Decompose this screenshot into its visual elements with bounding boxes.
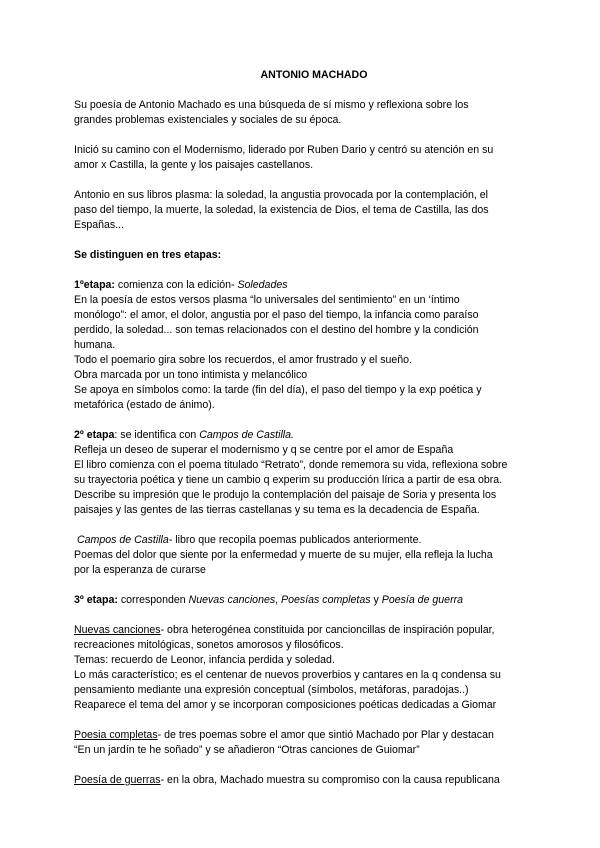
nuevas-heading: Nuevas canciones: [74, 624, 161, 636]
campos-heading: [74, 533, 534, 548]
etapa2-heading: [74, 428, 534, 443]
etapa3-book2: Poesías completas: [281, 594, 371, 606]
etapa2-book: Campos de Castilla: [199, 429, 292, 441]
etapa2-dot: .: [291, 429, 294, 441]
etapa3-sep1: ,: [275, 594, 282, 606]
intro-paragraph: [74, 98, 534, 128]
etapa3-heading-line: [74, 593, 534, 608]
text-line: Obra marcada por un tono intimista y melancólico: [74, 369, 308, 381]
text-line: pensamiento mediante una expresión conceptual (símbolos, metáforas, paradojas..): [74, 684, 469, 696]
text-line: Antonio en sus libros plasma: la soledad, la angustia provocada por la contemplación, el: [74, 189, 488, 201]
text-line: paso del tiempo, la muerte, la soledad, la existencia de Dios, el tema de Castilla, las dos: [74, 204, 489, 216]
text-line: Describe su impresión que le produjo la contemplación del paisaje de Soria y presenta los: [74, 489, 497, 501]
etapa2-label: 2º etapa: [74, 429, 115, 441]
etapa1-book: Soledades: [237, 279, 288, 291]
text-line: Españas...: [74, 219, 125, 231]
completas-section: [74, 728, 534, 758]
completas-heading: Poesia completas: [74, 729, 158, 741]
text-line: por la esperanza de curarse: [74, 564, 206, 576]
campos-desc: - libro que recopila poemas publicados anteriormente.: [168, 534, 422, 546]
text-line: “En un jardín te he soñado” y se añadieron “Otras canciones de Guiomar”: [74, 744, 420, 756]
etapa1-section: [74, 278, 534, 413]
text-line: su trayectoria poética y tiene un cambio q experim su producción lírica a partir de esa obra.: [74, 474, 503, 486]
guerra-first-line: [74, 773, 534, 788]
etapa1-intro: comienza con la edición-: [114, 279, 238, 291]
text-line: paisajes y las gentes de las tierras castellanas y su tema es la decadencia de España.: [74, 504, 480, 516]
document-body: [74, 68, 534, 803]
modernismo-paragraph: [74, 143, 534, 173]
text-line: Inició su camino con el Modernismo, liderado por Ruben Dario y centró su atención en su: [74, 144, 494, 156]
text-line: metafórica (estado de ánimo).: [74, 399, 215, 411]
temas-paragraph: [74, 188, 534, 233]
etapa1-label: 1ºetapa:: [74, 279, 115, 291]
page-title: ANTONIO MACHADO: [260, 69, 368, 81]
etapas-heading: [74, 248, 534, 263]
text-line: Todo el poemario gira sobre los recuerdos, el amor frustrado y el sueño.: [74, 354, 412, 366]
etapa1-heading: [74, 278, 534, 293]
text-line: humana.: [74, 339, 116, 351]
text-line: Refleja un deseo de superar el modernismo y q se centre por el amor de España: [74, 444, 454, 456]
text-line: Su poesía de Antonio Machado es una búsqueda de sí mismo y reflexiona sobre los: [74, 99, 469, 111]
guerra-heading: Poesía de guerras: [74, 774, 161, 786]
text-line: Poemas del dolor que siente por la enfermedad y muerte de su mujer, ella refleja la lucha: [74, 549, 493, 561]
etapa3-intro: corresponden: [117, 594, 189, 606]
etapas-heading-text: Se distinguen en tres etapas:: [74, 249, 222, 261]
completas-first-line: [74, 728, 534, 743]
etapa3-sep2: y: [370, 594, 382, 606]
text-line: El libro comienza con el poema titulado “Retrato”, donde rememora su vida, reflexiona sobre: [74, 459, 508, 471]
text-line: perdido, la soledad... son temas relacionados con el destino del hombre y la condición: [74, 324, 479, 336]
nuevas-section: [74, 623, 534, 713]
etapa2-section: [74, 428, 534, 518]
etapa3-label: 3º etapa:: [74, 594, 118, 606]
etapa3-heading: [74, 593, 534, 608]
etapa2-intro: : se identifica con: [114, 429, 200, 441]
etapa3-book3: Poesía de guerra: [381, 594, 464, 606]
text-line: Lo más característico; es el centenar de nuevos proverbios y cantares en la q condensa su: [74, 669, 501, 681]
guerra-section: [74, 773, 534, 788]
nuevas-first-line: [74, 623, 534, 638]
campos-book: Campos de Castilla: [76, 534, 169, 546]
text-line: Se apoya en símbolos como: la tarde (fin del día), el paso del tiempo y la exp poética y: [74, 384, 482, 396]
text-line: grandes problemas existenciales y sociales de su época.: [74, 114, 342, 126]
campos-section: [74, 533, 534, 578]
guerra-first: - en la obra, Machado muestra su compromiso con la causa republicana: [160, 774, 500, 786]
text-line: Reaparece el tema del amor y se incorporan composiciones poéticas dedicadas a Giomar: [74, 699, 497, 711]
completas-first: - de tres poemas sobre el amor que sintió Machado por Plar y destacan: [157, 729, 494, 741]
text-line: amor x Castilla, la gente y los paisajes castellanos.: [74, 159, 314, 171]
nuevas-first: - obra heterogénea constituida por cancioncillas de inspiración popular,: [160, 624, 495, 636]
text-line: En la poesía de estos versos plasma “lo universales del sentimiento” en un ‘íntimo: [74, 294, 460, 306]
etapa3-book1: Nuevas canciones: [188, 594, 276, 606]
text-line: monólogo”: el amor, el dolor, angustia por el paso del tiempo, la infancia como paraíso: [74, 309, 479, 321]
text-line: recreaciones mitológicas, sonetos amorosos y filosóficos.: [74, 639, 344, 651]
text-line: Temas: recuerdo de Leonor, infancia perdida y soledad.: [74, 654, 335, 666]
